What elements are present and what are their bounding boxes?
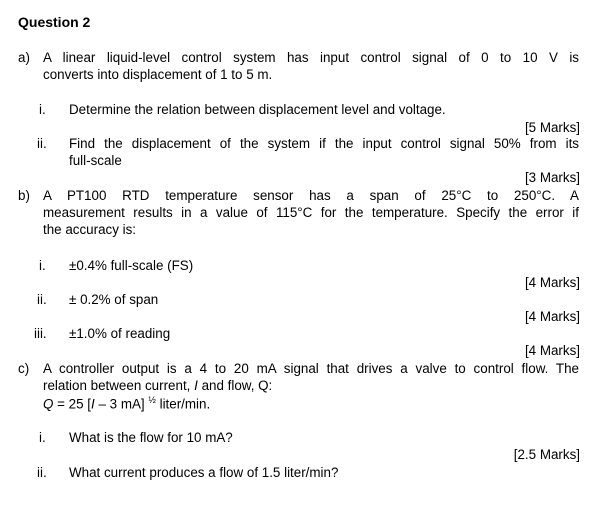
- part-b-item-i-text: ±0.4% full-scale (FS): [69, 258, 194, 273]
- part-c-item-ii-label: ii.: [37, 465, 47, 480]
- part-b-item-ii-text: ± 0.2% of span: [69, 292, 159, 307]
- part-a-item-i-marks: [5 Marks]: [524, 120, 580, 135]
- part-a-item-ii-label: ii.: [37, 136, 47, 151]
- part-b-item-iii-marks: [4 Marks]: [524, 343, 580, 358]
- part-b-item-i-label: i.: [39, 258, 46, 273]
- part-b-item-i-marks: [4 Marks]: [524, 275, 580, 290]
- part-c-text-line-2-a: relation between current,: [43, 378, 195, 393]
- part-c-item-i-marks: [2.5 Marks]: [513, 447, 580, 462]
- part-c-label: c): [18, 361, 30, 376]
- part-b-text-line-2: measurement results in a value of 115°C for the temperature. Specify the error if: [43, 205, 579, 220]
- part-b-text-line-1: A PT100 RTD temperature sensor has a span of 25°C to 250°C. A: [43, 188, 579, 203]
- part-b-item-ii-marks: [4 Marks]: [524, 309, 580, 324]
- formula-lhs: Q: [43, 396, 54, 412]
- part-a-text-line-1: A linear liquid-level control system has input control signal of 0 to 10 V is: [43, 50, 579, 65]
- part-a-item-i-text: Determine the relation between displacement level and voltage.: [69, 102, 446, 117]
- part-c-text-line-2-b: and flow, Q:: [197, 378, 273, 393]
- part-b-label: b): [18, 188, 30, 203]
- formula-rest: – 3 mA]: [94, 396, 149, 412]
- part-c-item-i-text: What is the flow for 10 mA?: [69, 430, 233, 445]
- part-c-text-line-2: [43, 378, 272, 393]
- part-a-item-ii-text-line-1: Find the displacement of the system if the input control signal 50% from its: [69, 136, 579, 151]
- part-b-text-line-3: the accuracy is:: [43, 222, 137, 237]
- part-b-item-iii-text: ±1.0% of reading: [69, 326, 171, 341]
- current-symbol: I: [194, 378, 198, 393]
- part-b-item-ii-label: ii.: [37, 292, 47, 307]
- formula-mid: = 25 [: [53, 396, 92, 412]
- formula-var: I: [91, 396, 95, 412]
- part-a-label: a): [18, 50, 30, 65]
- part-a-item-i-label: i.: [39, 102, 46, 117]
- part-b-item-iii-label: iii.: [34, 326, 47, 341]
- question-title: Question 2: [18, 14, 91, 30]
- part-c-formula: [43, 395, 210, 411]
- formula-unit: liter/min.: [155, 396, 211, 412]
- part-c-text-line-1: A controller output is a 4 to 20 mA signal that drives a valve to control flow. The: [43, 361, 579, 376]
- formula-exponent: ½: [148, 395, 156, 405]
- part-a-item-ii-marks: [3 Marks]: [524, 170, 580, 185]
- part-c-item-ii-text: What current produces a flow of 1.5 liter/min?: [69, 465, 339, 480]
- part-a-text-line-2: converts into displacement of 1 to 5 m.: [43, 67, 273, 82]
- part-c-item-i-label: i.: [39, 430, 46, 445]
- part-a-item-ii-text-line-2: full-scale: [69, 153, 122, 168]
